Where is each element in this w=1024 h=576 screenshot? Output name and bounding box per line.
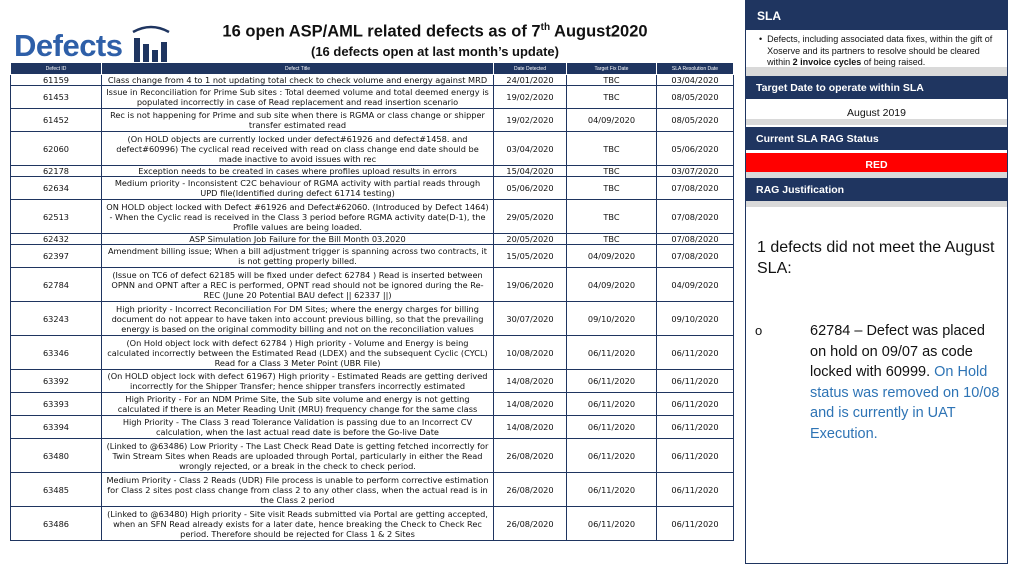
page-subtitle: (16 defects open at last month’s update) [310, 44, 559, 59]
cell-defect-title: (Linked to @63480) High priority - Site visit Reads submitted via Portal are getting accepted, when an SFN Read already exists for a later date, hence breaking the Check to Check Rec period. Therefore should be rejected for Class 1 & 2 Sites [102, 507, 494, 541]
cell-sla-resolution-date: 03/04/2020 [657, 75, 734, 86]
cell-sla-resolution-date: 06/11/2020 [657, 393, 734, 416]
cell-defect-id: 61453 [11, 86, 102, 109]
cell-target-fix-date: 09/10/2020 [567, 302, 657, 336]
col-header-defect-title: Defect Title [102, 63, 494, 75]
cell-date-detected: 29/05/2020 [494, 200, 567, 234]
divider [746, 119, 1007, 125]
table-row [11, 75, 734, 86]
table-row [11, 439, 734, 473]
cell-date-detected: 20/05/2020 [494, 234, 567, 245]
rag-status-label: Current SLA RAG Status [746, 127, 1007, 150]
cell-date-detected: 19/02/2020 [494, 86, 567, 109]
cell-sla-resolution-date: 06/11/2020 [657, 439, 734, 473]
cell-defect-id: 61452 [11, 109, 102, 132]
cell-target-fix-date: 06/11/2020 [567, 393, 657, 416]
table-row [11, 416, 734, 439]
table-row [11, 86, 734, 109]
cell-defect-title: Medium Priority - Class 2 Reads (UDR) File process is unable to perform corrective estimation for Class 2 sites post class change from class 2 to any other class, when the actual read is in the Class 2 period [102, 473, 494, 507]
cell-defect-id: 63480 [11, 439, 102, 473]
circle-bullet-icon: o [755, 323, 763, 338]
table-row [11, 473, 734, 507]
cell-defect-id: 63485 [11, 473, 102, 507]
cell-sla-resolution-date: 08/05/2020 [657, 86, 734, 109]
target-date-value: August 2019 [746, 102, 1007, 125]
cell-date-detected: 30/07/2020 [494, 302, 567, 336]
cell-date-detected: 03/04/2020 [494, 132, 567, 166]
divider [746, 201, 1007, 207]
cell-sla-resolution-date: 06/11/2020 [657, 416, 734, 439]
cell-sla-resolution-date: 07/08/2020 [657, 200, 734, 234]
cell-sla-resolution-date: 07/08/2020 [657, 177, 734, 200]
cell-sla-resolution-date: 06/11/2020 [657, 507, 734, 541]
cell-target-fix-date: 04/09/2020 [567, 268, 657, 302]
sla-header: SLA [746, 1, 1007, 30]
cell-target-fix-date: 06/11/2020 [567, 336, 657, 370]
table-row [11, 132, 734, 166]
cell-date-detected: 24/01/2020 [494, 75, 567, 86]
cell-defect-id: 63394 [11, 416, 102, 439]
cell-sla-resolution-date: 05/06/2020 [657, 132, 734, 166]
cell-defect-id: 61159 [11, 75, 102, 86]
cell-target-fix-date: 06/11/2020 [567, 507, 657, 541]
cell-target-fix-date: TBC [567, 75, 657, 86]
cell-defect-title: (On HOLD objects are currently locked under defect#61926 and defect#1458. and defect#60996) The cyclical read received with read on class change end date should be made inactive to avoid issues with rec [102, 132, 494, 166]
cell-target-fix-date: TBC [567, 86, 657, 109]
cell-defect-id: 62432 [11, 234, 102, 245]
cell-defect-id: 63486 [11, 507, 102, 541]
table-row [11, 234, 734, 245]
rag-justification-label: RAG Justification [746, 178, 1007, 201]
cell-defect-title: (On HOLD object lock with defect 61967) High priority - Estimated Reads are getting derived incorrectly for the Shipper Transfer; hence shipper transfers incorrectly estimated [102, 370, 494, 393]
cell-target-fix-date: TBC [567, 177, 657, 200]
cell-target-fix-date: 06/11/2020 [567, 416, 657, 439]
cell-defect-id: 62784 [11, 268, 102, 302]
justification-list-item: o 62784 – Defect was placed on hold on 09/07 as code locked with 60999. On Hold status was removed on 10/08 and is currently in UAT Execution. [755, 323, 1000, 442]
table-row [11, 302, 734, 336]
table-row [11, 245, 734, 268]
cell-sla-resolution-date: 09/10/2020 [657, 302, 734, 336]
cell-defect-title: Medium priority - Inconsistent C2C behaviour of RGMA activity with partial reads through UPD file(Identified during defect 61714 testing) [102, 177, 494, 200]
cell-defect-title: Exception needs to be created in cases where profiles upload results in errors [102, 166, 494, 177]
rag-justification-text: 1 defects did not meet the August SLA: [757, 239, 995, 277]
cell-date-detected: 26/08/2020 [494, 507, 567, 541]
page-title: 16 open ASP/AML related defects as of 7th August2020 [222, 22, 648, 41]
cell-defect-id: 62397 [11, 245, 102, 268]
cell-defect-title: Class change from 4 to 1 not updating total check to check volume and energy against MRD [102, 75, 494, 86]
cell-date-detected: 14/08/2020 [494, 370, 567, 393]
brand-title: Defects [14, 28, 123, 63]
cell-target-fix-date: 06/11/2020 [567, 370, 657, 393]
table-row [11, 370, 734, 393]
col-header-sla-resolution-date: SLA Resolution Date [657, 63, 734, 75]
cell-date-detected: 14/08/2020 [494, 393, 567, 416]
defects-table [10, 62, 734, 541]
table-header-row [11, 63, 734, 75]
cell-date-detected: 15/04/2020 [494, 166, 567, 177]
cell-date-detected: 26/08/2020 [494, 473, 567, 507]
cell-date-detected: 10/08/2020 [494, 336, 567, 370]
cell-sla-resolution-date: 08/05/2020 [657, 109, 734, 132]
cell-sla-resolution-date: 04/09/2020 [657, 268, 734, 302]
cell-defect-title: High priority - Incorrect Reconciliation For DM Sites; where the energy charges for billing document do not appear to have taken into account previous billing, so that the prevailing energy is based on the original commodity billing and not on the reconciliation values [102, 302, 494, 336]
cell-defect-id: 63346 [11, 336, 102, 370]
cell-target-fix-date: 04/09/2020 [567, 245, 657, 268]
sla-panel [745, 0, 1008, 564]
cell-target-fix-date: TBC [567, 132, 657, 166]
cell-target-fix-date: 06/11/2020 [567, 439, 657, 473]
col-header-target-fix-date: Target Fix Date [567, 63, 657, 75]
cell-target-fix-date: TBC [567, 166, 657, 177]
table-row [11, 507, 734, 541]
table-row [11, 109, 734, 132]
cell-defect-id: 62513 [11, 200, 102, 234]
table-row [11, 336, 734, 370]
cell-date-detected: 26/08/2020 [494, 439, 567, 473]
cell-date-detected: 05/06/2020 [494, 177, 567, 200]
cell-defect-title: Rec is not happening for Prime and sub site when there is RGMA or class change or shipper transfer estimated read [102, 109, 494, 132]
table-row [11, 166, 734, 177]
cell-defect-id: 62634 [11, 177, 102, 200]
table-row [11, 268, 734, 302]
cell-defect-id: 62178 [11, 166, 102, 177]
cell-sla-resolution-date: 03/07/2020 [657, 166, 734, 177]
target-date-label: Target Date to operate within SLA [746, 76, 1007, 99]
cell-defect-title: Amendment billing issue; When a bill adjustment trigger is spanning across two contracts, it is not getting properly billed. [102, 245, 494, 268]
cell-date-detected: 14/08/2020 [494, 416, 567, 439]
cell-date-detected: 19/02/2020 [494, 109, 567, 132]
cell-date-detected: 15/05/2020 [494, 245, 567, 268]
cell-target-fix-date: TBC [567, 234, 657, 245]
cell-defect-title: ASP Simulation Job Failure for the Bill Month 03.2020 [102, 234, 494, 245]
cell-target-fix-date: TBC [567, 200, 657, 234]
cell-defect-title: ON HOLD object locked with Defect #61926 and Defect#62060. (Introduced by Defect 1464) - When the Cyclic read is received in the Class 3 period before RGMA activity date(D-1), the Profile values are being loaded. [102, 200, 494, 234]
rag-status-badge: RED [746, 153, 1007, 177]
table-row [11, 393, 734, 416]
divider [746, 67, 1007, 76]
col-header-defect-id: Defect ID [11, 63, 102, 75]
cell-date-detected: 19/06/2020 [494, 268, 567, 302]
brand [14, 24, 173, 64]
cell-defect-title: (Issue on TC6 of defect 62185 will be fixed under defect 62784 ) Read is inserted between OPNN and OPNT after a REC is performed, OPNT read should not be ignored during the Re-REC (June 20 Potential BAU defect || 62337 ||) [102, 268, 494, 302]
cell-sla-resolution-date: 06/11/2020 [657, 473, 734, 507]
cell-defect-title: (Linked to @63486) Low Priority - The Last Check Read Date is getting fetched incorrectly for Twin Stream Sites when Reads are uploaded through Portal, particularly in either the Read wrongly rejected, or a break in the check to check period. [102, 439, 494, 473]
cell-defect-id: 63393 [11, 393, 102, 416]
cell-target-fix-date: 06/11/2020 [567, 473, 657, 507]
bar-chart-icon [129, 24, 173, 64]
cell-defect-id: 63392 [11, 370, 102, 393]
cell-target-fix-date: 04/09/2020 [567, 109, 657, 132]
table-row [11, 177, 734, 200]
cell-sla-resolution-date: 07/08/2020 [657, 234, 734, 245]
bullet-icon: • [759, 34, 763, 44]
sla-rule-text: • Defects, including associated data fixes, within the gift of Xoserve and its partners to resolve should be cleared within 2 invoice cycles of being raised. [759, 34, 993, 67]
cell-sla-resolution-date: 06/11/2020 [657, 336, 734, 370]
cell-defect-id: 63243 [11, 302, 102, 336]
cell-defect-title: High Priority - For an NDM Prime Site, the Sub site volume and energy is not getting calculated if there is an Meter Reading Unit (MRU) frequency change for the same class [102, 393, 494, 416]
cell-defect-title: (On Hold object lock with defect 62784 ) High priority - Volume and Energy is being calculated incorrectly between the Estimated Read (LDEX) and the subsequent Cyclic (CYCL) Read for a Class 3 Meter Point (UBR File) [102, 336, 494, 370]
cell-sla-resolution-date: 07/08/2020 [657, 245, 734, 268]
col-header-date-detected: Date Detected [494, 63, 567, 75]
cell-defect-id: 62060 [11, 132, 102, 166]
cell-sla-resolution-date: 06/11/2020 [657, 370, 734, 393]
cell-defect-title: High Priority - The Class 3 read Tolerance Validation is passing due to an Incorrect CV calculation, when the last actual read date is before the Go-live Date [102, 416, 494, 439]
table-row [11, 200, 734, 234]
cell-defect-title: Issue in Reconciliation for Prime Sub sites : Total deemed volume and total deemed energy is populated incorrectly in case of Read replacement and read insertion scenario [102, 86, 494, 109]
